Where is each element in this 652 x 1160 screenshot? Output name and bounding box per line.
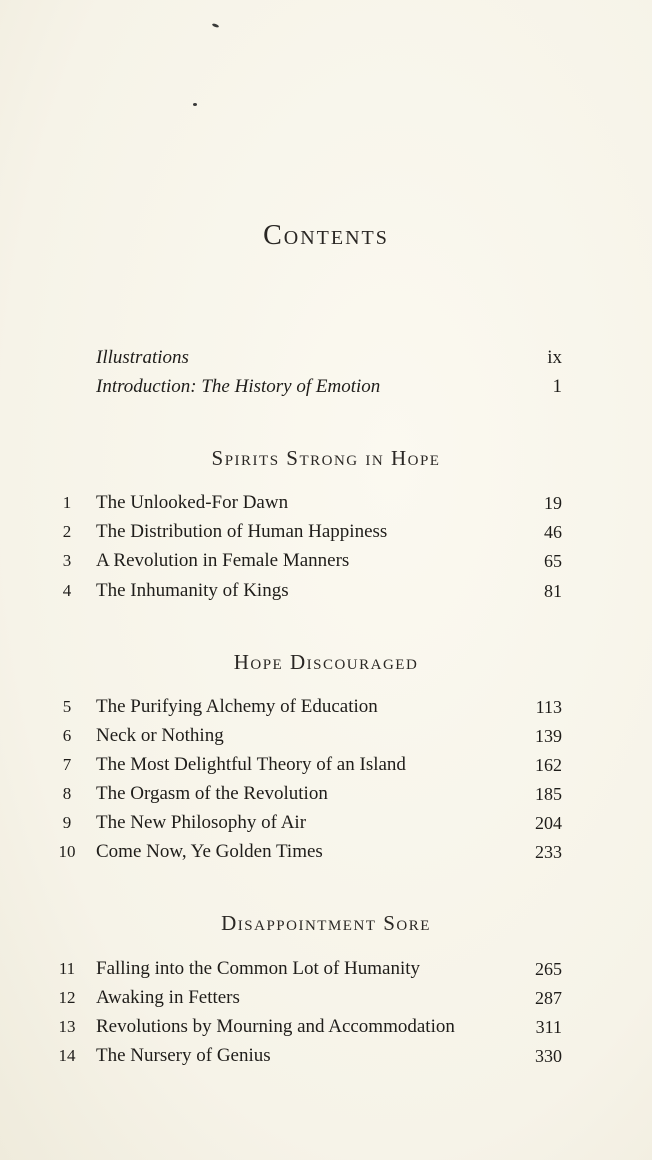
chapter-number: 12	[58, 988, 76, 1007]
chapter-number: 13	[58, 1017, 76, 1036]
chapter-title: The New Philosophy of Air	[96, 812, 307, 833]
front-matter-page: ix	[547, 347, 562, 368]
front-matter-item	[96, 344, 562, 372]
chapter-number: 2	[62, 522, 72, 541]
chapter-title: The Orgasm of the Revolution	[96, 783, 328, 804]
chapter-number: 5	[62, 697, 72, 716]
chapter-title: The Most Delightful Theory of an Island	[96, 754, 406, 775]
chapter-title: Awaking in Fetters	[96, 987, 240, 1008]
front-matter-title: Illustrations	[96, 347, 189, 368]
contents-title: Contents	[263, 220, 389, 251]
chapter-page: 311	[535, 1017, 562, 1037]
chapter-row	[52, 838, 562, 866]
chapter-page: 233	[535, 842, 562, 862]
chapter-number: 11	[58, 959, 76, 978]
chapter-page: 330	[535, 1046, 562, 1066]
chapter-row	[52, 809, 562, 837]
chapter-row	[52, 489, 562, 517]
front-matter-title: Introduction: The History of Emotion	[96, 376, 381, 397]
chapter-page: 65	[544, 551, 562, 571]
chapter-number: 9	[62, 813, 72, 832]
chapter-number: 10	[58, 842, 76, 861]
chapter-page: 113	[535, 697, 562, 717]
chapter-row	[52, 722, 562, 750]
chapter-number: 1	[62, 493, 72, 512]
chapter-row	[52, 751, 562, 779]
chapter-number: 7	[62, 755, 72, 774]
chapter-number: 14	[58, 1046, 76, 1065]
chapter-page: 19	[544, 493, 562, 513]
chapter-title: The Inhumanity of Kings	[96, 580, 289, 601]
chapter-number: 6	[62, 726, 72, 745]
chapter-row	[52, 780, 562, 808]
chapter-title: Falling into the Common Lot of Humanity	[96, 958, 421, 979]
chapter-page: 162	[535, 755, 562, 775]
chapter-title: The Distribution of Human Happiness	[96, 521, 388, 542]
chapter-row	[52, 1042, 562, 1070]
chapter-page: 287	[535, 988, 562, 1008]
chapter-row	[52, 518, 562, 546]
chapter-title: Revolutions by Mourning and Accommodation	[96, 1016, 455, 1037]
chapter-title: The Nursery of Genius	[96, 1045, 271, 1066]
chapter-row	[52, 547, 562, 575]
chapter-title: Neck or Nothing	[96, 725, 224, 746]
chapter-number: 4	[62, 581, 72, 600]
chapter-title: A Revolution in Female Manners	[96, 550, 350, 571]
chapter-row	[52, 984, 562, 1012]
ink-speck	[212, 23, 220, 28]
part-heading: Disappointment Sore	[221, 911, 431, 935]
chapter-page: 265	[535, 959, 562, 979]
chapter-page: 139	[535, 726, 562, 746]
chapter-row	[52, 693, 562, 721]
part-heading: Hope Discouraged	[233, 650, 419, 674]
chapter-number: 3	[62, 551, 72, 570]
chapter-row	[52, 577, 562, 605]
chapter-title: Come Now, Ye Golden Times	[96, 841, 323, 862]
chapter-number: 8	[62, 784, 72, 803]
chapter-row	[52, 955, 562, 983]
chapter-row	[52, 1013, 562, 1041]
front-matter-page: 1	[552, 376, 562, 397]
part-heading: Spirits Strong in Hope	[211, 446, 441, 470]
chapter-page: 204	[535, 813, 562, 833]
ink-speck	[193, 103, 197, 106]
chapter-page: 46	[544, 522, 562, 542]
chapter-page: 185	[535, 784, 562, 804]
front-matter-item	[96, 373, 562, 401]
chapter-title: The Unlooked-For Dawn	[96, 492, 289, 513]
chapter-title: The Purifying Alchemy of Education	[96, 696, 378, 717]
chapter-page: 81	[544, 581, 562, 601]
